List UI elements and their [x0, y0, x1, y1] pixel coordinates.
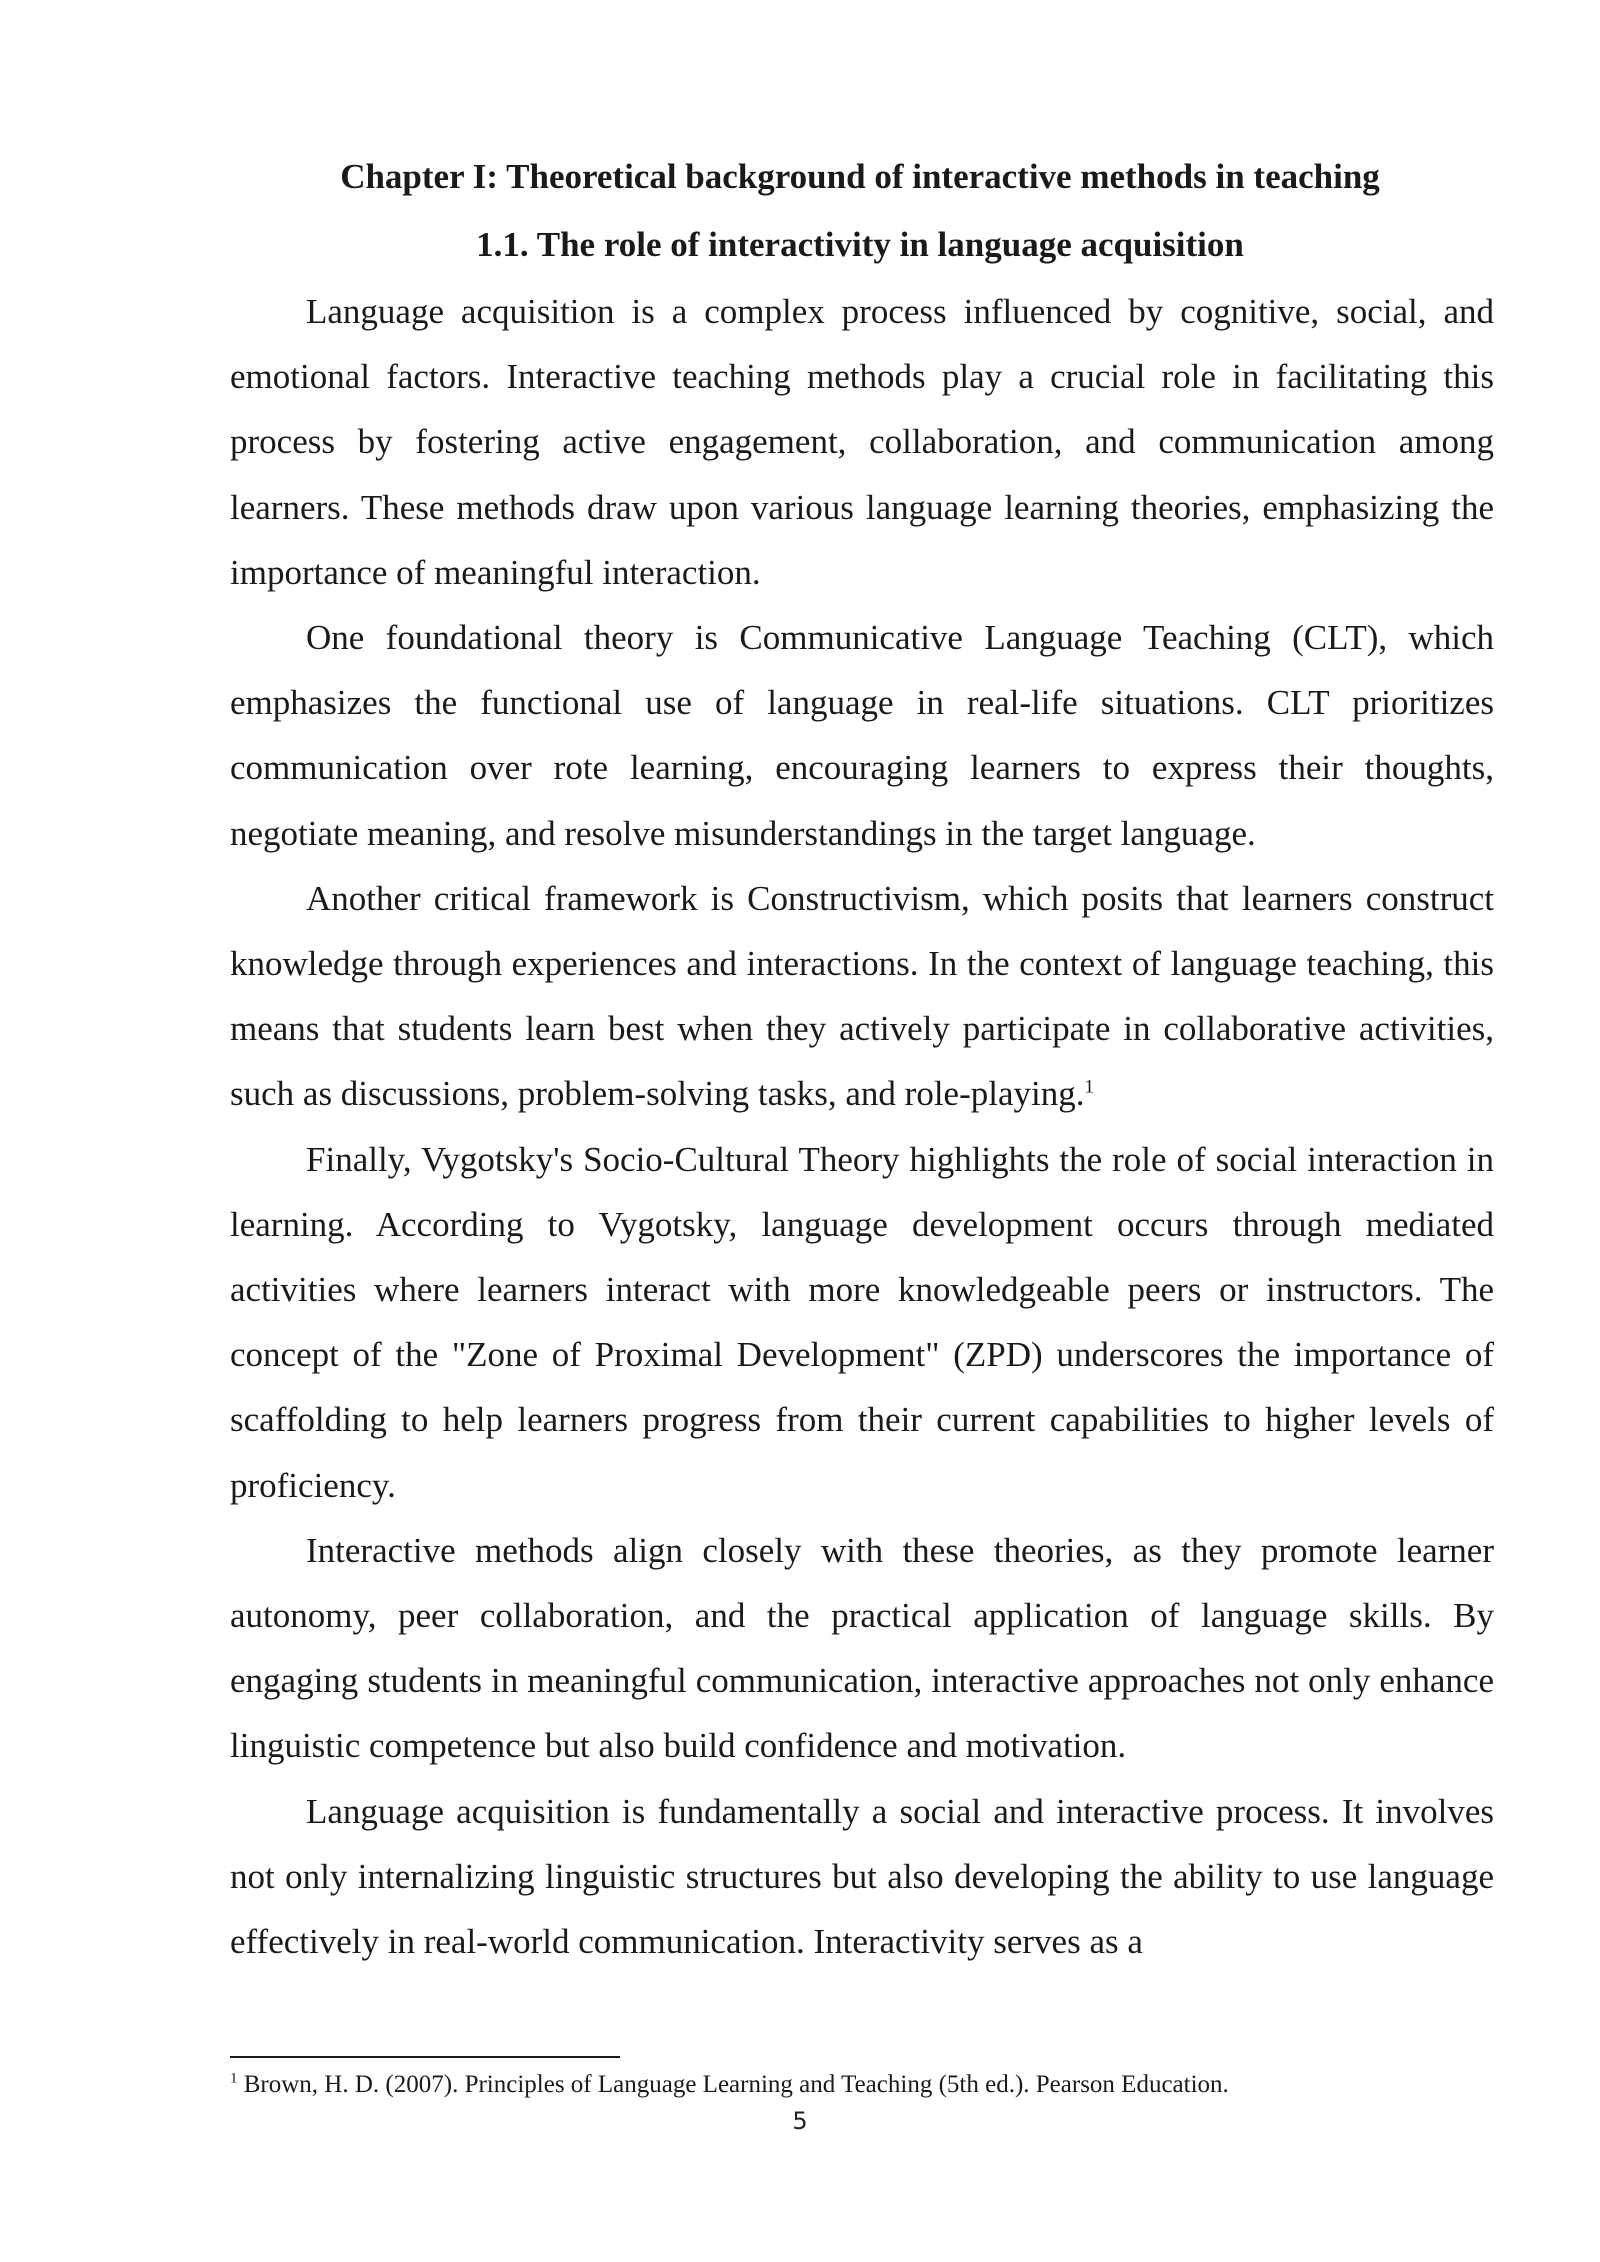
- paragraph: [230, 866, 1494, 1127]
- paragraph-text: Interactive methods align closely with these theories, as they promote learner autonomy, peer collaboration, and the practical application of language skills. By engaging students in meaningful communication, interactive approaches not only enhance linguistic competence but also build confidence and motivation.: [230, 1530, 1494, 1766]
- body-text: [230, 279, 1494, 1974]
- paragraph: [230, 1779, 1494, 1975]
- paragraph-text: Another critical framework is Constructivism, which posits that learners construct knowledge through experiences and interactions. In the context of language teaching, this means that students learn best when they actively participate in collaborative activities, such as discussions, problem-solving tasks, and role-playing.: [230, 878, 1494, 1114]
- page-number: 5: [792, 2107, 808, 2135]
- paragraph-text: Language acquisition is fundamentally a social and interactive process. It involves not only internalizing linguistic structures but also developing the ability to use language effectively in real-world communication. Interactivity serves as a: [230, 1791, 1494, 1962]
- section-title: 1.1. The role of interactivity in language acquisition: [476, 225, 1244, 264]
- footnote-text: Brown, H. D. (2007). Principles of Language Learning and Teaching (5th ed.). Pearson Education.: [237, 2071, 1229, 2098]
- footnote-reference[interactable]: 1: [1084, 1076, 1094, 1098]
- paragraph: [230, 279, 1494, 605]
- paragraph-text: Language acquisition is a complex process influenced by cognitive, social, and emotional factors. Interactive teaching methods play a crucial role in facilitating this process by fostering active engagement, collaboration, and communication among learners. These methods draw upon various language learning theories, emphasizing the importance of meaningful interaction.: [230, 292, 1494, 592]
- paragraph-text: Finally, Vygotsky's Socio-Cultural Theory highlights the role of social interaction in learning. According to Vygotsky, language development occurs through mediated activities where learners interact with more knowledgeable peers or instructors. The concept of the "Zone of Proximal Development" (ZPD) underscores the importance of scaffolding to help learners progress from their current capabilities to higher levels of proficiency.: [230, 1139, 1494, 1505]
- footnote: [230, 2068, 1494, 2102]
- chapter-title: Chapter I: Theoretical background of interactive methods in teaching: [340, 157, 1380, 196]
- paragraph: [230, 1518, 1494, 1779]
- footnote-separator: [230, 2056, 620, 2058]
- paragraph-text: One foundational theory is Communicative Language Teaching (CLT), which emphasizes the functional use of language in real-life situations. CLT prioritizes communication over rote learning, encouraging learners to express their thoughts, negotiate meaning, and resolve misunderstandings in the target language.: [230, 618, 1494, 853]
- paragraph: [230, 1127, 1494, 1518]
- paragraph: [230, 605, 1494, 866]
- footnote-marker: 1: [230, 2070, 238, 2087]
